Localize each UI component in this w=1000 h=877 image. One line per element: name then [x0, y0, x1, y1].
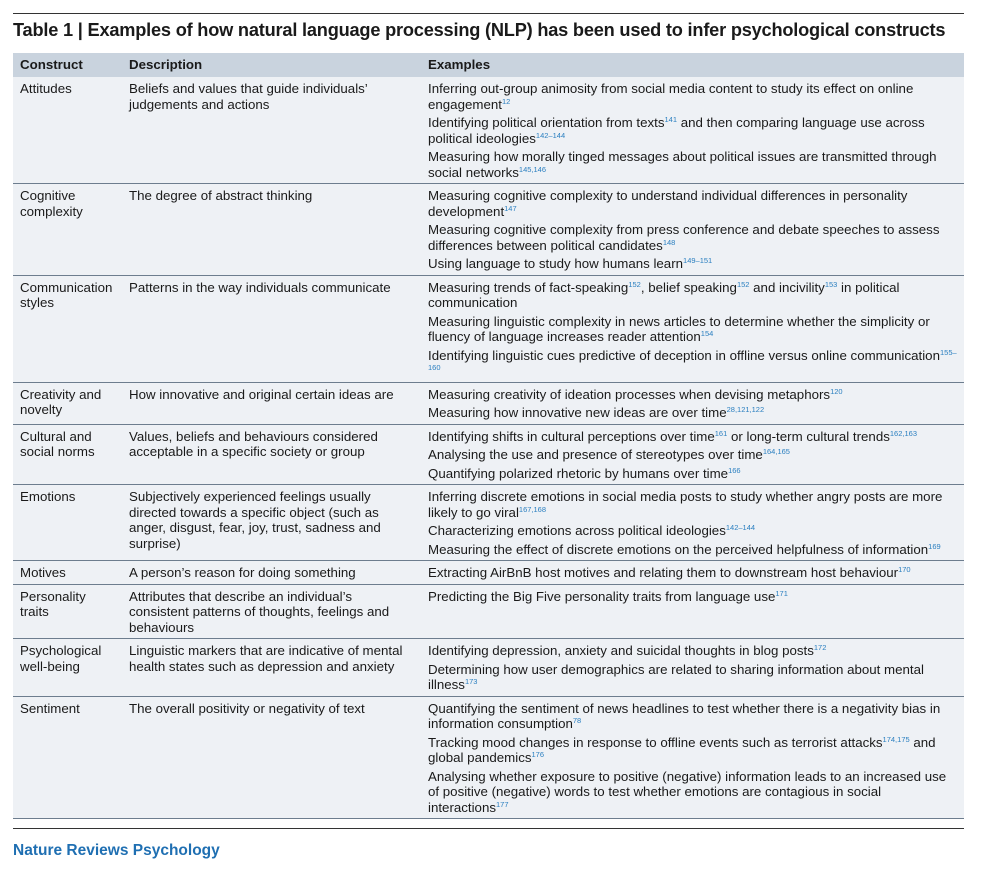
example-text: or long-term cultural trends: [727, 428, 890, 444]
examples-cell: [421, 561, 964, 585]
example-text: Extracting AirBnB host motives and relating them to downstream host behaviour: [428, 565, 899, 580]
description-cell: Subjectively experienced feelings usually directed towards a specific object (such as anger, disgust, fear, joy, trust, sadness and surprise): [122, 485, 421, 561]
example-text: Using language to study how humans learn: [428, 256, 684, 271]
journal-name: Nature Reviews Psychology: [13, 842, 220, 859]
reference-citation[interactable]: 154: [700, 329, 714, 338]
example-text: Characterizing emotions across political ideologies: [428, 523, 726, 538]
example-text: Identifying political orientation from texts: [428, 115, 665, 130]
example-item: [428, 429, 957, 445]
table-row: [13, 275, 964, 382]
construct-cell: Emotions: [13, 485, 122, 561]
example-item: [428, 523, 957, 539]
example-item: [428, 387, 957, 403]
example-text: Analysing whether exposure to positive (negative) information leads to an increased use of positive (negative) words to test whether emotions are contagious in social interactions: [428, 768, 947, 815]
table-header: [13, 53, 964, 77]
examples-cell: [421, 424, 964, 485]
example-item: [428, 643, 957, 659]
construct-cell: Cultural and social norms: [13, 424, 122, 485]
example-text: Quantifying polarized rhetoric by humans over time: [428, 465, 729, 481]
reference-citation[interactable]: 164,165: [762, 447, 790, 456]
example-item: [428, 280, 957, 311]
examples-cell: [421, 382, 964, 424]
example-item: [428, 256, 957, 272]
example-text: Measuring cognitive complexity from press conference and debate speeches to assess differences between political candidates: [428, 222, 940, 253]
reference-citation[interactable]: 161: [714, 428, 728, 438]
construct-cell: Personality traits: [13, 584, 122, 639]
example-text: Measuring how innovative new ideas are over time: [428, 405, 727, 420]
header-construct: Construct: [13, 53, 122, 77]
example-item: [428, 589, 957, 605]
example-text: Measuring cognitive complexity to understand individual differences in personality development: [428, 188, 908, 219]
table-row: [13, 424, 964, 485]
construct-cell: Communication styles: [13, 275, 122, 382]
reference-citation[interactable]: 78: [572, 716, 582, 725]
reference-citation[interactable]: 148: [662, 237, 676, 247]
table-row: [13, 584, 964, 639]
example-text: and then comparing language use across political ideologies: [428, 115, 925, 146]
description-cell: Values, beliefs and behaviours considered acceptable in a specific society or group: [122, 424, 421, 485]
table-row: [13, 639, 964, 697]
example-item: [428, 769, 957, 816]
examples-cell: [421, 77, 964, 184]
example-item: [428, 405, 957, 421]
example-item: [428, 565, 957, 581]
constructs-table: [13, 53, 964, 819]
example-item: [428, 542, 957, 558]
reference-citation[interactable]: 174,175: [882, 734, 910, 744]
examples-cell: [421, 639, 964, 697]
reference-citation[interactable]: 142–144: [725, 523, 756, 532]
description-cell: Beliefs and values that guide individuals’ judgements and actions: [122, 77, 421, 184]
reference-citation[interactable]: 147: [504, 203, 517, 213]
construct-cell: Sentiment: [13, 696, 122, 819]
example-text: Tracking mood changes in response to offline events such as terrorist attacks: [428, 734, 883, 750]
description-cell: Patterns in the way individuals communicate: [122, 275, 421, 382]
example-item: [428, 466, 957, 482]
bottom-rule: [13, 828, 964, 829]
reference-citation[interactable]: 162,163: [889, 428, 917, 438]
example-text: Measuring how morally tinged messages about political issues are transmitted through social networks: [428, 149, 937, 180]
example-text: Measuring trends of fact-speaking: [428, 279, 629, 295]
example-text: , belief speaking: [640, 279, 737, 295]
reference-citation[interactable]: 176: [531, 750, 545, 759]
top-rule: [13, 13, 964, 14]
examples-cell: [421, 184, 964, 276]
example-text: Identifying linguistic cues predictive of deception in offline versus online communication: [428, 347, 940, 363]
header-description: Description: [122, 53, 421, 77]
construct-cell: Attitudes: [13, 77, 122, 184]
example-item: [428, 348, 957, 379]
table-body: [13, 77, 964, 819]
example-item: [428, 222, 957, 253]
examples-cell: [421, 696, 964, 819]
examples-cell: [421, 584, 964, 639]
reference-citation[interactable]: 149–151: [683, 256, 713, 265]
reference-citation[interactable]: 152: [628, 279, 641, 289]
example-text: Determining how user demographics are related to sharing information about mental illness: [428, 661, 924, 692]
reference-citation[interactable]: 155–160: [428, 347, 957, 372]
description-cell: A person’s reason for doing something: [122, 561, 421, 585]
construct-cell: Creativity and novelty: [13, 382, 122, 424]
reference-citation[interactable]: 173: [464, 677, 478, 686]
reference-citation[interactable]: 141: [664, 115, 678, 124]
description-cell: Linguistic markers that are indicative of mental health states such as depression and anxiety: [122, 639, 421, 697]
table-row: [13, 77, 964, 184]
reference-citation[interactable]: 169: [928, 541, 941, 551]
description-cell: How innovative and original certain ideas are: [122, 382, 421, 424]
examples-cell: [421, 485, 964, 561]
table-row: [13, 485, 964, 561]
example-text: Analysing the use and presence of stereotypes over time: [428, 447, 763, 462]
table-row: [13, 382, 964, 424]
example-text: Measuring linguistic complexity in news articles to determine whether the simplicity or fluency of language increases reader attention: [428, 313, 930, 344]
example-item: [428, 447, 957, 463]
table-row: [13, 184, 964, 276]
example-item: [428, 149, 957, 180]
examples-cell: [421, 275, 964, 382]
example-item: [428, 735, 957, 766]
reference-citation[interactable]: 166: [728, 465, 741, 475]
table-container: [13, 53, 964, 819]
construct-cell: Motives: [13, 561, 122, 585]
example-item: [428, 662, 957, 693]
example-text: and global pandemics: [428, 734, 936, 765]
description-cell: The overall positivity or negativity of text: [122, 696, 421, 819]
reference-citation[interactable]: 152: [736, 279, 750, 289]
reference-citation[interactable]: 120: [830, 386, 843, 396]
table-title: Table 1 | Examples of how natural language processing (NLP) has been used to infer psychological constructs: [13, 20, 946, 40]
description-cell: The degree of abstract thinking: [122, 184, 421, 276]
reference-citation[interactable]: 145,146: [518, 164, 547, 174]
table-row: [13, 696, 964, 819]
reference-citation[interactable]: 177: [496, 799, 509, 809]
example-text: Identifying shifts in cultural perceptions over time: [428, 428, 715, 444]
reference-citation[interactable]: 170: [898, 565, 911, 574]
reference-citation[interactable]: 12: [501, 96, 511, 106]
example-item: [428, 115, 957, 146]
reference-citation[interactable]: 171: [775, 588, 788, 598]
example-item: [428, 701, 957, 732]
example-text: Inferring discrete emotions in social media posts to study whether angry posts are more likely to go viral: [428, 489, 943, 520]
example-text: in political communication: [428, 279, 900, 310]
reference-citation[interactable]: 142–144: [535, 130, 566, 140]
reference-citation[interactable]: 28,121,122: [726, 405, 765, 414]
construct-cell: Psychological well-being: [13, 639, 122, 697]
header-examples: Examples: [421, 53, 964, 77]
example-text: Measuring creativity of ideation processes when devising metaphors: [428, 386, 831, 402]
example-text: Inferring out-group animosity from social media content to study its effect on online engagement: [428, 81, 914, 112]
reference-citation[interactable]: 172: [813, 643, 827, 652]
example-item: [428, 314, 957, 345]
table-row: [13, 561, 964, 585]
example-item: [428, 188, 957, 219]
example-text: Measuring the effect of discrete emotions on the perceived helpfulness of information: [428, 541, 929, 557]
reference-citation[interactable]: 153: [824, 279, 838, 289]
example-item: [428, 81, 957, 112]
example-text: and incivility: [749, 279, 825, 295]
description-cell: Attributes that describe an individual’s consistent patterns of thoughts, feelings and behaviours: [122, 584, 421, 639]
example-text: Quantifying the sentiment of news headlines to test whether there is a negativity bias in information consumption: [428, 700, 941, 731]
example-text: Identifying depression, anxiety and suicidal thoughts in blog posts: [428, 643, 814, 658]
example-text: Predicting the Big Five personality traits from language use: [428, 588, 776, 604]
example-item: [428, 489, 957, 520]
reference-citation[interactable]: 167,168: [518, 504, 547, 514]
construct-cell: Cognitive complexity: [13, 184, 122, 276]
